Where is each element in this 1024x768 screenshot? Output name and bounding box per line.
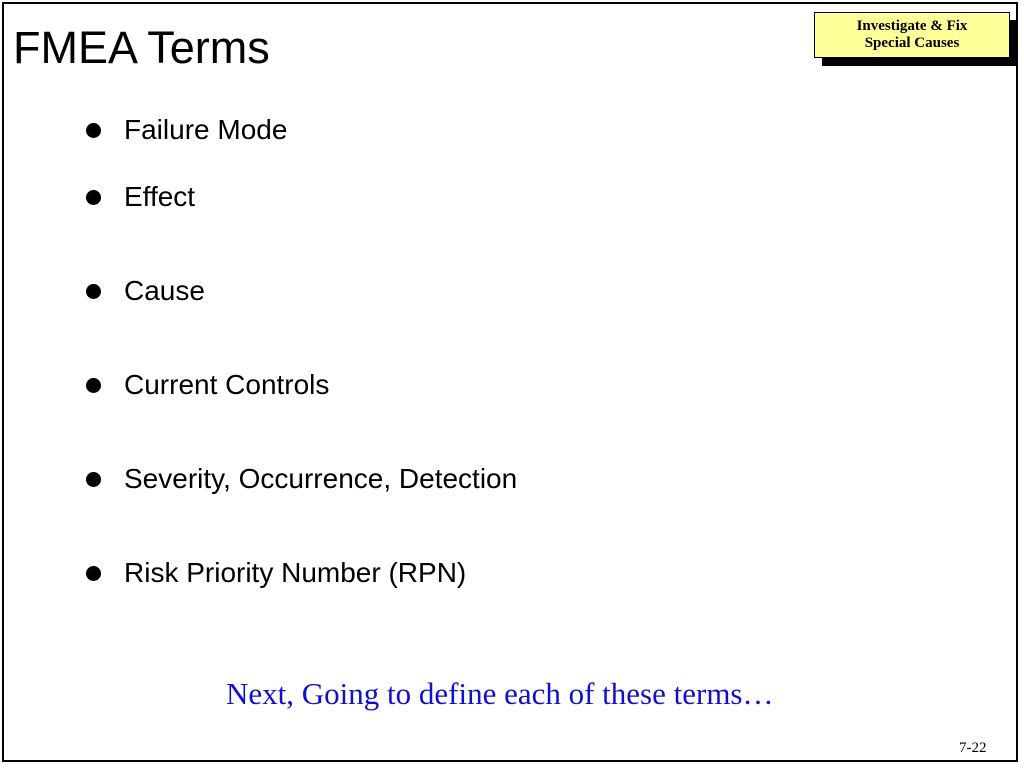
- bullet-dot-icon: [86, 378, 101, 393]
- bullet-dot-icon: [86, 190, 101, 205]
- bullet-dot-icon: [86, 284, 101, 299]
- bullet-item-current-controls: [86, 338, 517, 432]
- slide-title: FMEA Terms: [13, 22, 270, 73]
- bullet-dot-icon: [86, 472, 101, 487]
- bullet-item-failure-mode: [86, 110, 517, 150]
- badge-line-1: Investigate & Fix: [856, 18, 968, 34]
- bullet-item-cause: [86, 244, 517, 338]
- bullet-text: Effect: [124, 181, 196, 212]
- slide: [2, 2, 1018, 762]
- page-number: 7-22: [959, 740, 987, 756]
- bullet-item-effect: [86, 150, 517, 244]
- topic-badge: [814, 12, 1010, 58]
- bullet-text: Current Controls: [124, 369, 330, 400]
- terms-bullet-list: [86, 110, 517, 620]
- badge-line-2: Special Causes: [864, 35, 960, 51]
- bullet-text: Failure Mode: [124, 114, 288, 145]
- bullet-item-rpn: [86, 526, 517, 620]
- bullet-text: Risk Priority Number (RPN): [124, 557, 467, 588]
- bullet-text: Cause: [124, 275, 205, 306]
- bullet-dot-icon: [86, 566, 101, 581]
- bullet-dot-icon: [86, 123, 101, 138]
- bullet-text: Severity, Occurrence, Detection: [124, 463, 518, 494]
- next-steps-note: Next, Going to define each of these terms…: [226, 676, 774, 711]
- bullet-item-severity-occurrence-detection: [86, 432, 517, 526]
